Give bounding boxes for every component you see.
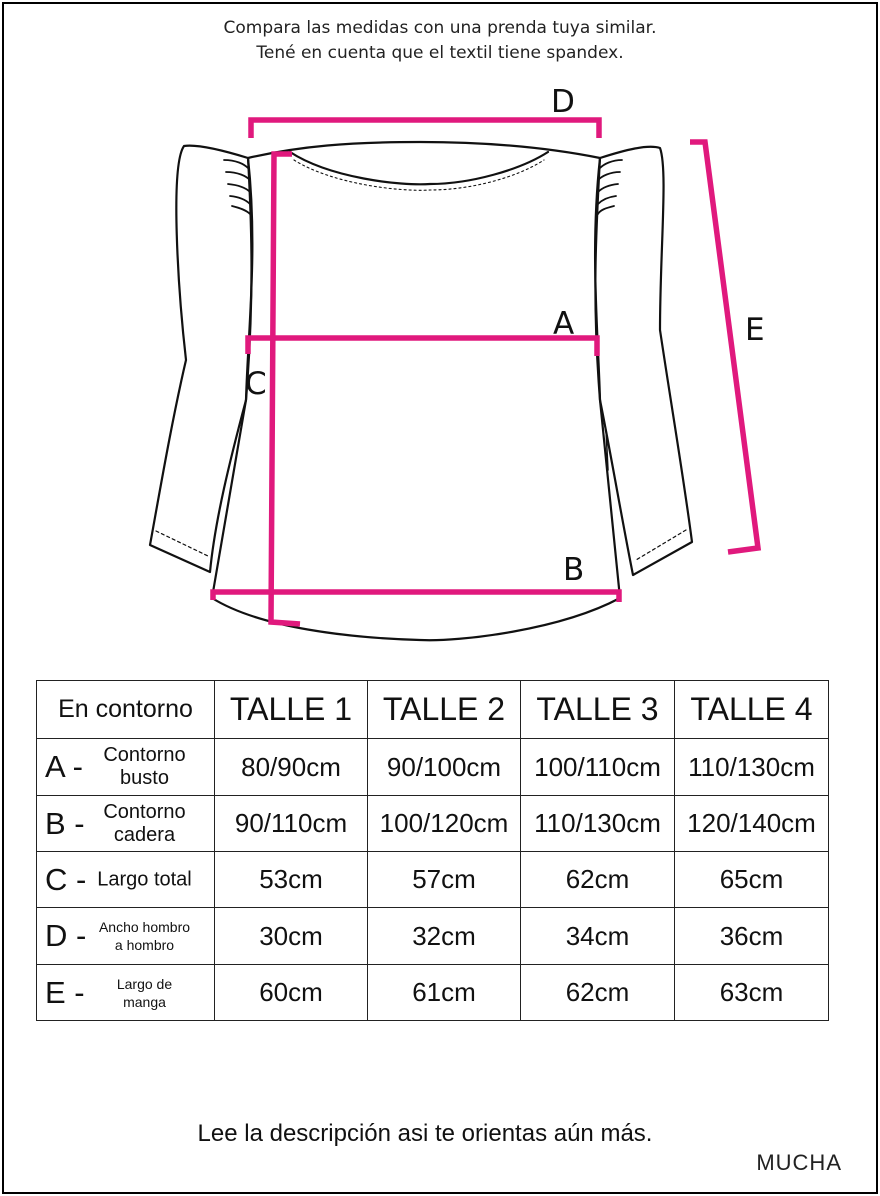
row-label: Contorno busto <box>103 744 186 789</box>
row-a-head <box>37 739 215 796</box>
cell-value: 110/130cm <box>675 739 829 796</box>
cell-value: 63cm <box>675 965 829 1021</box>
row-label: Largo total <box>97 868 192 890</box>
neckline <box>290 152 548 184</box>
cell-value: 65cm <box>675 852 829 908</box>
header-talle-2: TALLE 2 <box>368 681 521 739</box>
cell-value: 100/120cm <box>368 796 521 852</box>
cell-value: 61cm <box>368 965 521 1021</box>
label-a: A <box>553 306 575 342</box>
label-b: B <box>563 552 585 588</box>
table-row-a <box>37 739 829 796</box>
label-d: D <box>551 84 575 120</box>
table-row-c <box>37 852 829 908</box>
measure-lines <box>213 120 758 624</box>
cell-value: 100/110cm <box>521 739 675 796</box>
table-row-d <box>37 908 829 965</box>
row-e-head <box>37 965 215 1021</box>
row-label: Contorno cadera <box>103 800 186 846</box>
header-talle-4: TALLE 4 <box>675 681 829 739</box>
left-gathers <box>224 160 250 214</box>
label-e: E <box>745 312 765 348</box>
cell-value: 62cm <box>521 852 675 908</box>
row-letter: D - <box>45 918 87 953</box>
right-sleeve <box>595 147 692 575</box>
cell-value: 36cm <box>675 908 829 965</box>
left-sleeve <box>150 146 252 572</box>
intro-line-1: Compara las medidas con una prenda tuya similar. <box>223 18 657 38</box>
neckline-stitch <box>294 160 544 190</box>
footer-note: Lee la descripción asi te orientas aún más. <box>197 1120 653 1147</box>
row-b-head <box>37 796 215 852</box>
intro-line-2: Tené en cuenta que el textil tiene spandex. <box>256 43 624 63</box>
row-letter: E - <box>45 974 85 1010</box>
row-c-head <box>37 852 215 908</box>
row-d-head <box>37 908 215 965</box>
row-letter: A - <box>45 749 83 784</box>
cell-value: 90/100cm <box>368 739 521 796</box>
row-letter: B - <box>45 805 85 841</box>
cell-value: 80/90cm <box>215 739 368 796</box>
cell-value: 90/110cm <box>215 796 368 852</box>
row-letter: C - <box>45 861 87 897</box>
right-gathers <box>598 160 622 214</box>
measure-line-d <box>251 120 599 138</box>
cell-value: 120/140cm <box>675 796 829 852</box>
header-talle-3: TALLE 3 <box>521 681 675 739</box>
garment-outline <box>150 142 692 640</box>
cell-value: 62cm <box>521 965 675 1021</box>
header-talle-1: TALLE 1 <box>215 681 368 739</box>
cell-value: 32cm <box>368 908 521 965</box>
row-label: Largo de manga <box>116 975 173 1010</box>
cell-value: 53cm <box>215 852 368 908</box>
cell-value: 60cm <box>215 965 368 1021</box>
table-header-row <box>37 681 829 739</box>
header-en-contorno: En contorno <box>37 681 215 739</box>
cell-value: 110/130cm <box>521 796 675 852</box>
right-sleeve-stitch <box>636 530 686 560</box>
row-label: Ancho hombro a hombro <box>98 919 191 953</box>
table-row-b <box>37 796 829 852</box>
size-table <box>36 680 829 1021</box>
table-row-e <box>37 965 829 1021</box>
cell-value: 34cm <box>521 908 675 965</box>
cell-value: 57cm <box>368 852 521 908</box>
brand-logo-text: MUCHA <box>756 1150 842 1175</box>
cell-value: 30cm <box>215 908 368 965</box>
label-c: C <box>245 366 267 402</box>
measure-line-a <box>248 338 597 356</box>
measure-line-c <box>271 154 300 624</box>
